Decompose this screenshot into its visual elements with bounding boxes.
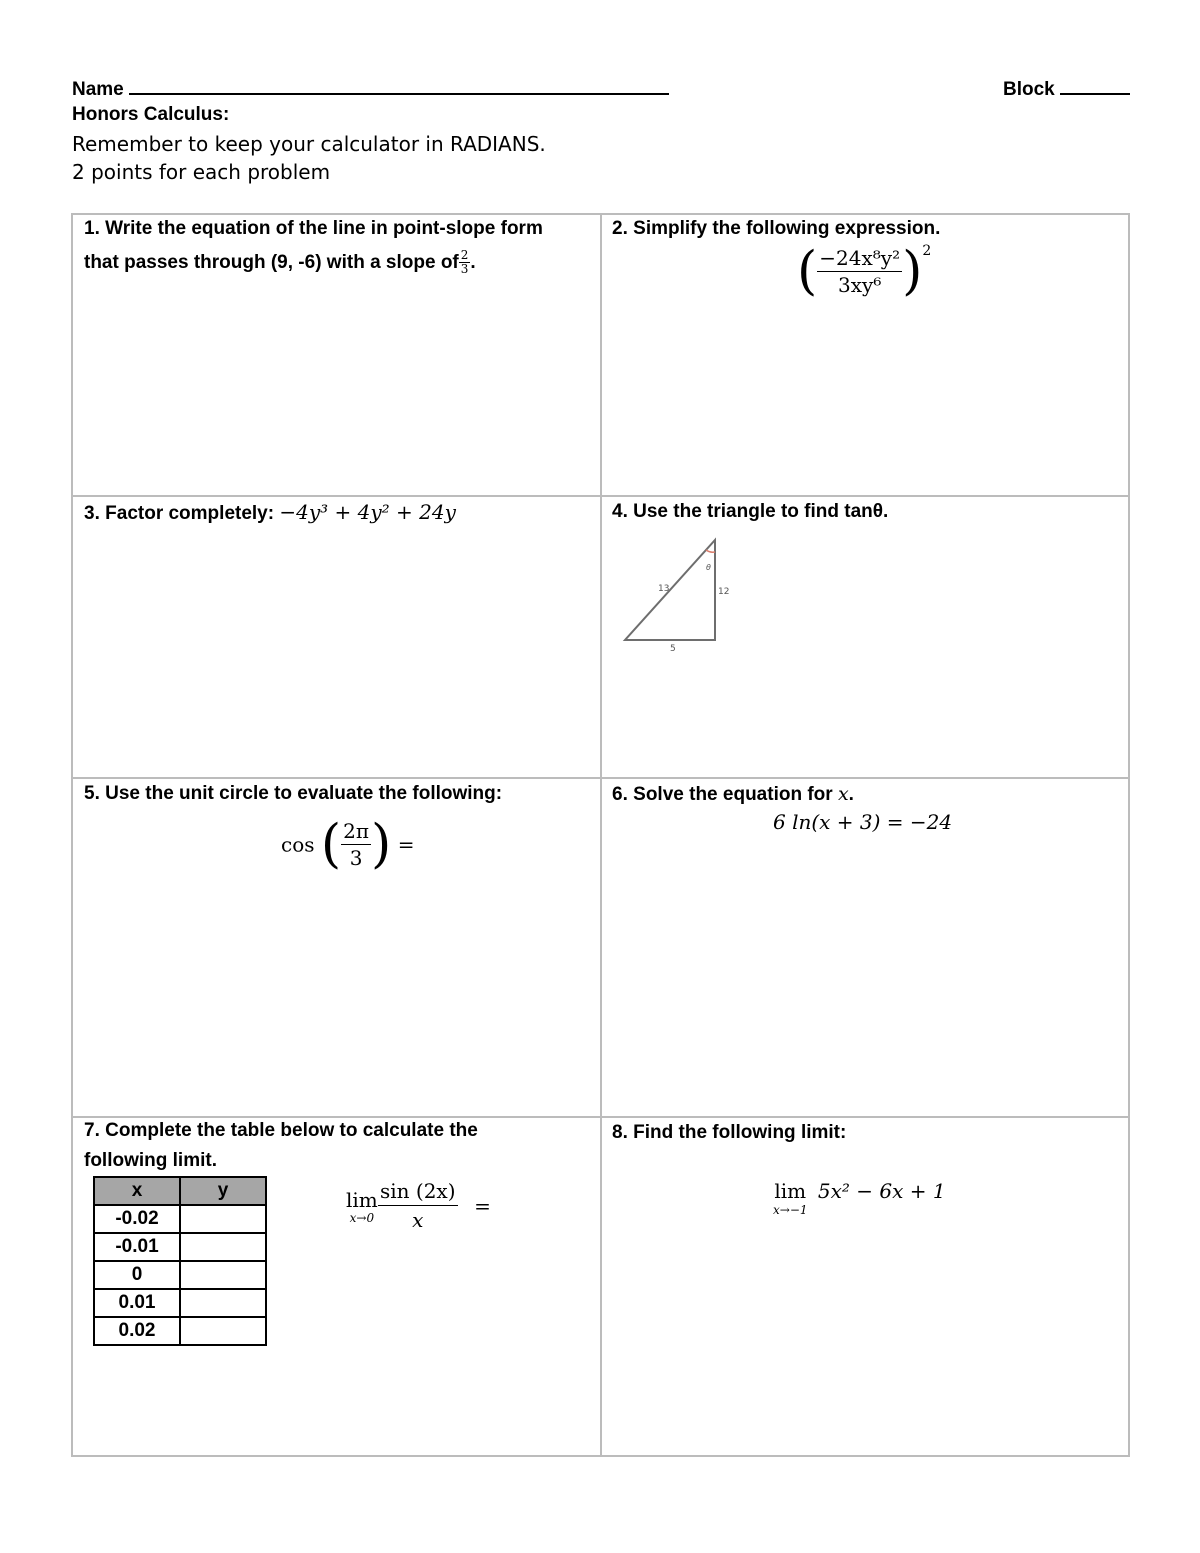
problem-6-number: 6. [612, 784, 628, 805]
problem-3-number: 3. [84, 503, 100, 524]
problem-4 [612, 495, 888, 529]
problem-1 [84, 212, 594, 280]
table-row: -0.02 [94, 1205, 266, 1233]
problem-7-text-cont: following limit. [84, 1150, 217, 1171]
problem-1-number: 1. [84, 218, 100, 239]
table-cell-y[interactable] [180, 1317, 266, 1345]
problem-5-expression: cos ( $\frac{2\pi}{3}$ ) = [281, 814, 415, 875]
instruction-points: 2 points for each problem [72, 160, 331, 184]
cos-argument-fraction: $\frac{2\pi}{3}$ [343, 819, 370, 870]
problem-3-expression: −4y³ + 4y² + 24y [279, 500, 456, 524]
problem-7-text: Complete the table below to calculate the [105, 1120, 478, 1141]
problem-3 [84, 495, 456, 531]
block-blank-line[interactable] [1060, 75, 1130, 95]
problem-1-text-cont: that passes through (9, -6) with a slope of [84, 252, 459, 273]
name-label: Name [72, 79, 124, 100]
table-header-x: x [94, 1177, 180, 1205]
problem-4-number: 4. [612, 501, 628, 522]
problem-7 [84, 1116, 478, 1176]
problem-8-number: 8. [612, 1122, 628, 1143]
triangle-angle-label: θ [706, 563, 711, 572]
table-header-y: y [180, 1177, 266, 1205]
problem-7-limit: lim x→0 $\frac{\sin (2x)}{x}$ = [346, 1179, 491, 1232]
grid-divider-vertical [600, 213, 602, 1457]
problem-5 [84, 777, 502, 811]
problem-6-text: Solve the equation for [633, 784, 833, 805]
expression-fraction: $\frac{\text{−24x⁸y²}}{\text{3xy⁶}}$ [819, 246, 901, 297]
course-title: Honors Calculus: [72, 104, 230, 125]
block-field[interactable] [1003, 75, 1130, 101]
problem-8 [612, 1116, 846, 1150]
name-field[interactable] [72, 75, 669, 101]
problem-4-text: Use the triangle to find tanθ. [633, 501, 889, 522]
table-row: 0 [94, 1261, 266, 1289]
block-label: Block [1003, 79, 1055, 100]
limit-table-header [94, 1177, 266, 1205]
problem-8-limit: lim x→−1 5x² − 6x + 1 [773, 1179, 946, 1217]
problem-8-text: Find the following limit: [633, 1122, 847, 1143]
problem-6: 6. Solve the equation for x. [612, 783, 854, 805]
table-row: 0.02 [94, 1317, 266, 1345]
problem-2-expression: ( $\frac{\text{−24x⁸y²}}{\text{3xy⁶}}$ )$^2$ [797, 241, 932, 302]
problem-1-line2: that passes through (9, -6) with a slope of $\frac{2}{3}$ . [84, 248, 476, 277]
triangle-shape [625, 540, 715, 640]
triangle-vertical-label: 12 [718, 587, 730, 597]
problem-2-text: Simplify the following expression. [633, 218, 941, 239]
triangle-hyp-label: 13 [658, 584, 670, 594]
limit-fraction: $\frac{\sin (2x)}{x}$ [378, 1177, 458, 1234]
problem-1-line1 [84, 212, 594, 246]
expression-exponent: 2 [922, 243, 932, 259]
limit-table [93, 1176, 267, 1346]
triangle-diagram [615, 530, 755, 660]
problem-6-equation: 6 ln(x + 3) = −24 [773, 810, 953, 834]
problem-7-number: 7. [84, 1120, 100, 1141]
problem-1-text: Write the equation of the line in point-slope form [105, 218, 543, 239]
problem-5-number: 5. [84, 783, 100, 804]
table-cell-y[interactable] [180, 1205, 266, 1233]
table-row: -0.01 [94, 1233, 266, 1261]
problem-3-text: Factor completely: [105, 503, 275, 524]
table-row: 0.01 [94, 1289, 266, 1317]
slope-fraction: $\frac{2}{3}$ [460, 248, 469, 277]
table-cell-y[interactable] [180, 1261, 266, 1289]
name-blank-line[interactable] [129, 75, 669, 95]
table-cell-y[interactable] [180, 1289, 266, 1317]
problem-5-text: Use the unit circle to evaluate the following: [105, 783, 503, 804]
angle-arc [706, 550, 715, 552]
triangle-base-label: 5 [670, 644, 676, 654]
instruction-radians: Remember to keep your calculator in RADIANS. [72, 132, 546, 156]
problem-2 [612, 212, 940, 246]
problem-2-number: 2. [612, 218, 628, 239]
table-cell-y[interactable] [180, 1233, 266, 1261]
